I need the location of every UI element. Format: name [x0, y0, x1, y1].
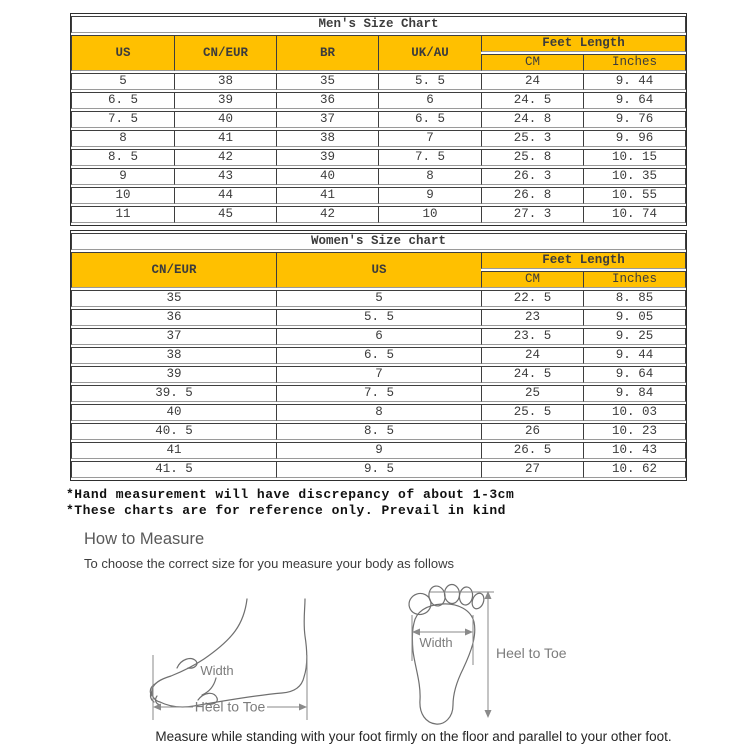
size-cell: 24. 8: [481, 111, 583, 128]
foot-sole-outline: [406, 584, 486, 724]
size-cell: 24. 5: [481, 92, 583, 109]
size-cell: 39: [71, 366, 276, 383]
size-cell: 42: [276, 206, 378, 223]
size-cell: 7: [378, 130, 481, 147]
size-cell: 25. 3: [481, 130, 583, 147]
size-cell: 5. 5: [276, 309, 481, 326]
size-cell: 24. 5: [481, 366, 583, 383]
table-row: [71, 187, 686, 204]
foot-side-outline: [150, 599, 306, 707]
table-row: [71, 461, 686, 478]
size-cell: 10. 55: [583, 187, 686, 204]
size-cell: 37: [71, 328, 276, 345]
table-row: [71, 73, 686, 90]
size-cell: 39. 5: [71, 385, 276, 402]
mens-col-cm: CM: [481, 54, 583, 71]
size-cell: 44: [174, 187, 276, 204]
size-cell: 7. 5: [378, 149, 481, 166]
size-cell: 23: [481, 309, 583, 326]
size-cell: 40: [276, 168, 378, 185]
size-cell: 11: [71, 206, 174, 223]
size-cell: 26. 3: [481, 168, 583, 185]
size-cell: 25. 5: [481, 404, 583, 421]
womens-col-cn-eur: CN/EUR: [71, 252, 276, 288]
size-cell: 9. 44: [583, 347, 686, 364]
mens-col-cn-eur: CN/EUR: [174, 35, 276, 71]
table-row: [71, 130, 686, 147]
size-cell: 8: [71, 130, 174, 147]
size-cell: 41. 5: [71, 461, 276, 478]
size-cell: 42: [174, 149, 276, 166]
size-cell: 7: [276, 366, 481, 383]
size-cell: 5: [276, 290, 481, 307]
size-cell: 36: [71, 309, 276, 326]
size-cell: 9. 76: [583, 111, 686, 128]
table-row: [71, 423, 686, 440]
table-row: [71, 290, 686, 307]
table-row: [71, 92, 686, 109]
size-cell: 9: [276, 442, 481, 459]
size-cell: 9. 84: [583, 385, 686, 402]
arrow-right-icon: [299, 704, 307, 711]
size-cell: 7. 5: [276, 385, 481, 402]
size-cell: 26. 8: [481, 187, 583, 204]
size-cell: 6. 5: [276, 347, 481, 364]
womens-title-row: [71, 233, 686, 250]
size-cell: 38: [276, 130, 378, 147]
note-line-1: *Hand measurement will have discrepancy of about 1-3cm: [66, 487, 515, 502]
foot-side-view-diagram: [140, 579, 325, 727]
size-cell: 35: [276, 73, 378, 90]
size-cell: 41: [71, 442, 276, 459]
table-row: [71, 442, 686, 459]
table-row: [71, 111, 686, 128]
how-to-measure-title: How to Measure: [84, 530, 205, 548]
size-cell: 41: [174, 130, 276, 147]
size-cell: 43: [174, 168, 276, 185]
size-cell: 26. 5: [481, 442, 583, 459]
size-cell: 10: [71, 187, 174, 204]
mens-table-title: Men's Size Chart: [71, 16, 686, 33]
size-cell: 22. 5: [481, 290, 583, 307]
size-cell: 24: [481, 347, 583, 364]
mens-size-table: [70, 13, 687, 226]
mens-table-body: [71, 73, 686, 223]
size-cell: 10. 43: [583, 442, 686, 459]
size-cell: 45: [174, 206, 276, 223]
size-cell: 10. 23: [583, 423, 686, 440]
size-cell: 6: [276, 328, 481, 345]
how-to-measure-subtitle: To choose the correct size for you measure your body as follows: [84, 556, 454, 571]
size-cell: 23. 5: [481, 328, 583, 345]
table-row: [71, 347, 686, 364]
size-cell: 6: [378, 92, 481, 109]
table-row: [71, 309, 686, 326]
size-cell: 24: [481, 73, 583, 90]
table-row: [71, 168, 686, 185]
size-cell: 9: [71, 168, 174, 185]
mens-col-inches: Inches: [583, 54, 686, 71]
size-cell: 6. 5: [71, 92, 174, 109]
size-cell: 10. 15: [583, 149, 686, 166]
womens-col-cm: CM: [481, 271, 583, 288]
mens-col-us: US: [71, 35, 174, 71]
size-cell: 8: [378, 168, 481, 185]
size-cell: 36: [276, 92, 378, 109]
table-row: [71, 366, 686, 383]
size-cell: 35: [71, 290, 276, 307]
size-cell: 9. 64: [583, 92, 686, 109]
size-cell: 38: [71, 347, 276, 364]
size-cell: 27. 3: [481, 206, 583, 223]
womens-size-table: [70, 230, 687, 481]
arrow-down-icon: [485, 710, 492, 718]
size-cell: 39: [174, 92, 276, 109]
size-cell: 10: [378, 206, 481, 223]
size-cell: 6. 5: [378, 111, 481, 128]
womens-col-us: US: [276, 252, 481, 288]
size-cell: 10. 62: [583, 461, 686, 478]
disclaimer-notes: [66, 487, 686, 519]
size-cell: 10. 74: [583, 206, 686, 223]
size-cell: 40: [71, 404, 276, 421]
size-cell: 8: [276, 404, 481, 421]
womens-table-body: [71, 290, 686, 478]
size-cell: 9. 96: [583, 130, 686, 147]
womens-col-inches: Inches: [583, 271, 686, 288]
size-cell: 9: [378, 187, 481, 204]
sole-heel-to-toe-label: Heel to Toe: [496, 645, 567, 661]
size-cell: 25. 8: [481, 149, 583, 166]
foot-sole-view-diagram: [390, 579, 585, 727]
size-cell: 9. 25: [583, 328, 686, 345]
size-cell: 9. 44: [583, 73, 686, 90]
womens-table-title: Women's Size chart: [71, 233, 686, 250]
table-row: [71, 404, 686, 421]
size-cell: 40. 5: [71, 423, 276, 440]
measure-caption: Measure while standing with your foot firmly on the floor and parallel to your other foot.: [155, 729, 672, 744]
size-cell: 37: [276, 111, 378, 128]
size-cell: 8. 5: [276, 423, 481, 440]
size-cell: 7. 5: [71, 111, 174, 128]
measure-diagrams: [140, 579, 686, 727]
size-cell: 9. 64: [583, 366, 686, 383]
mens-col-uk-au: UK/AU: [378, 35, 481, 71]
size-cell: 27: [481, 461, 583, 478]
size-cell: 9. 5: [276, 461, 481, 478]
size-cell: 5. 5: [378, 73, 481, 90]
note-line-2: *These charts are for reference only. Prevail in kind: [66, 503, 506, 518]
size-cell: 26: [481, 423, 583, 440]
side-heel-to-toe-label: Heel to Toe: [194, 698, 266, 715]
size-cell: 9. 05: [583, 309, 686, 326]
womens-header-row: [71, 252, 686, 269]
table-row: [71, 328, 686, 345]
size-cell: 8. 85: [583, 290, 686, 307]
mens-col-feet-length: Feet Length: [481, 35, 686, 52]
size-cell: 38: [174, 73, 276, 90]
arrow-left-icon: [153, 704, 161, 711]
size-cell: 25: [481, 385, 583, 402]
big-toe: [406, 591, 433, 618]
mens-title-row: [71, 16, 686, 33]
size-cell: 10. 03: [583, 404, 686, 421]
sole-width-label: Width: [419, 635, 453, 650]
size-cell: 41: [276, 187, 378, 204]
table-row: [71, 385, 686, 402]
mens-header-row: [71, 35, 686, 52]
side-width-label: Width: [200, 663, 234, 678]
size-cell: 39: [276, 149, 378, 166]
table-row: [71, 206, 686, 223]
size-cell: 5: [71, 73, 174, 90]
table-row: [71, 149, 686, 166]
mens-col-br: BR: [276, 35, 378, 71]
size-cell: 8. 5: [71, 149, 174, 166]
womens-col-feet-length: Feet Length: [481, 252, 686, 269]
arrow-right-icon: [465, 629, 473, 636]
size-cell: 10. 35: [583, 168, 686, 185]
size-cell: 40: [174, 111, 276, 128]
